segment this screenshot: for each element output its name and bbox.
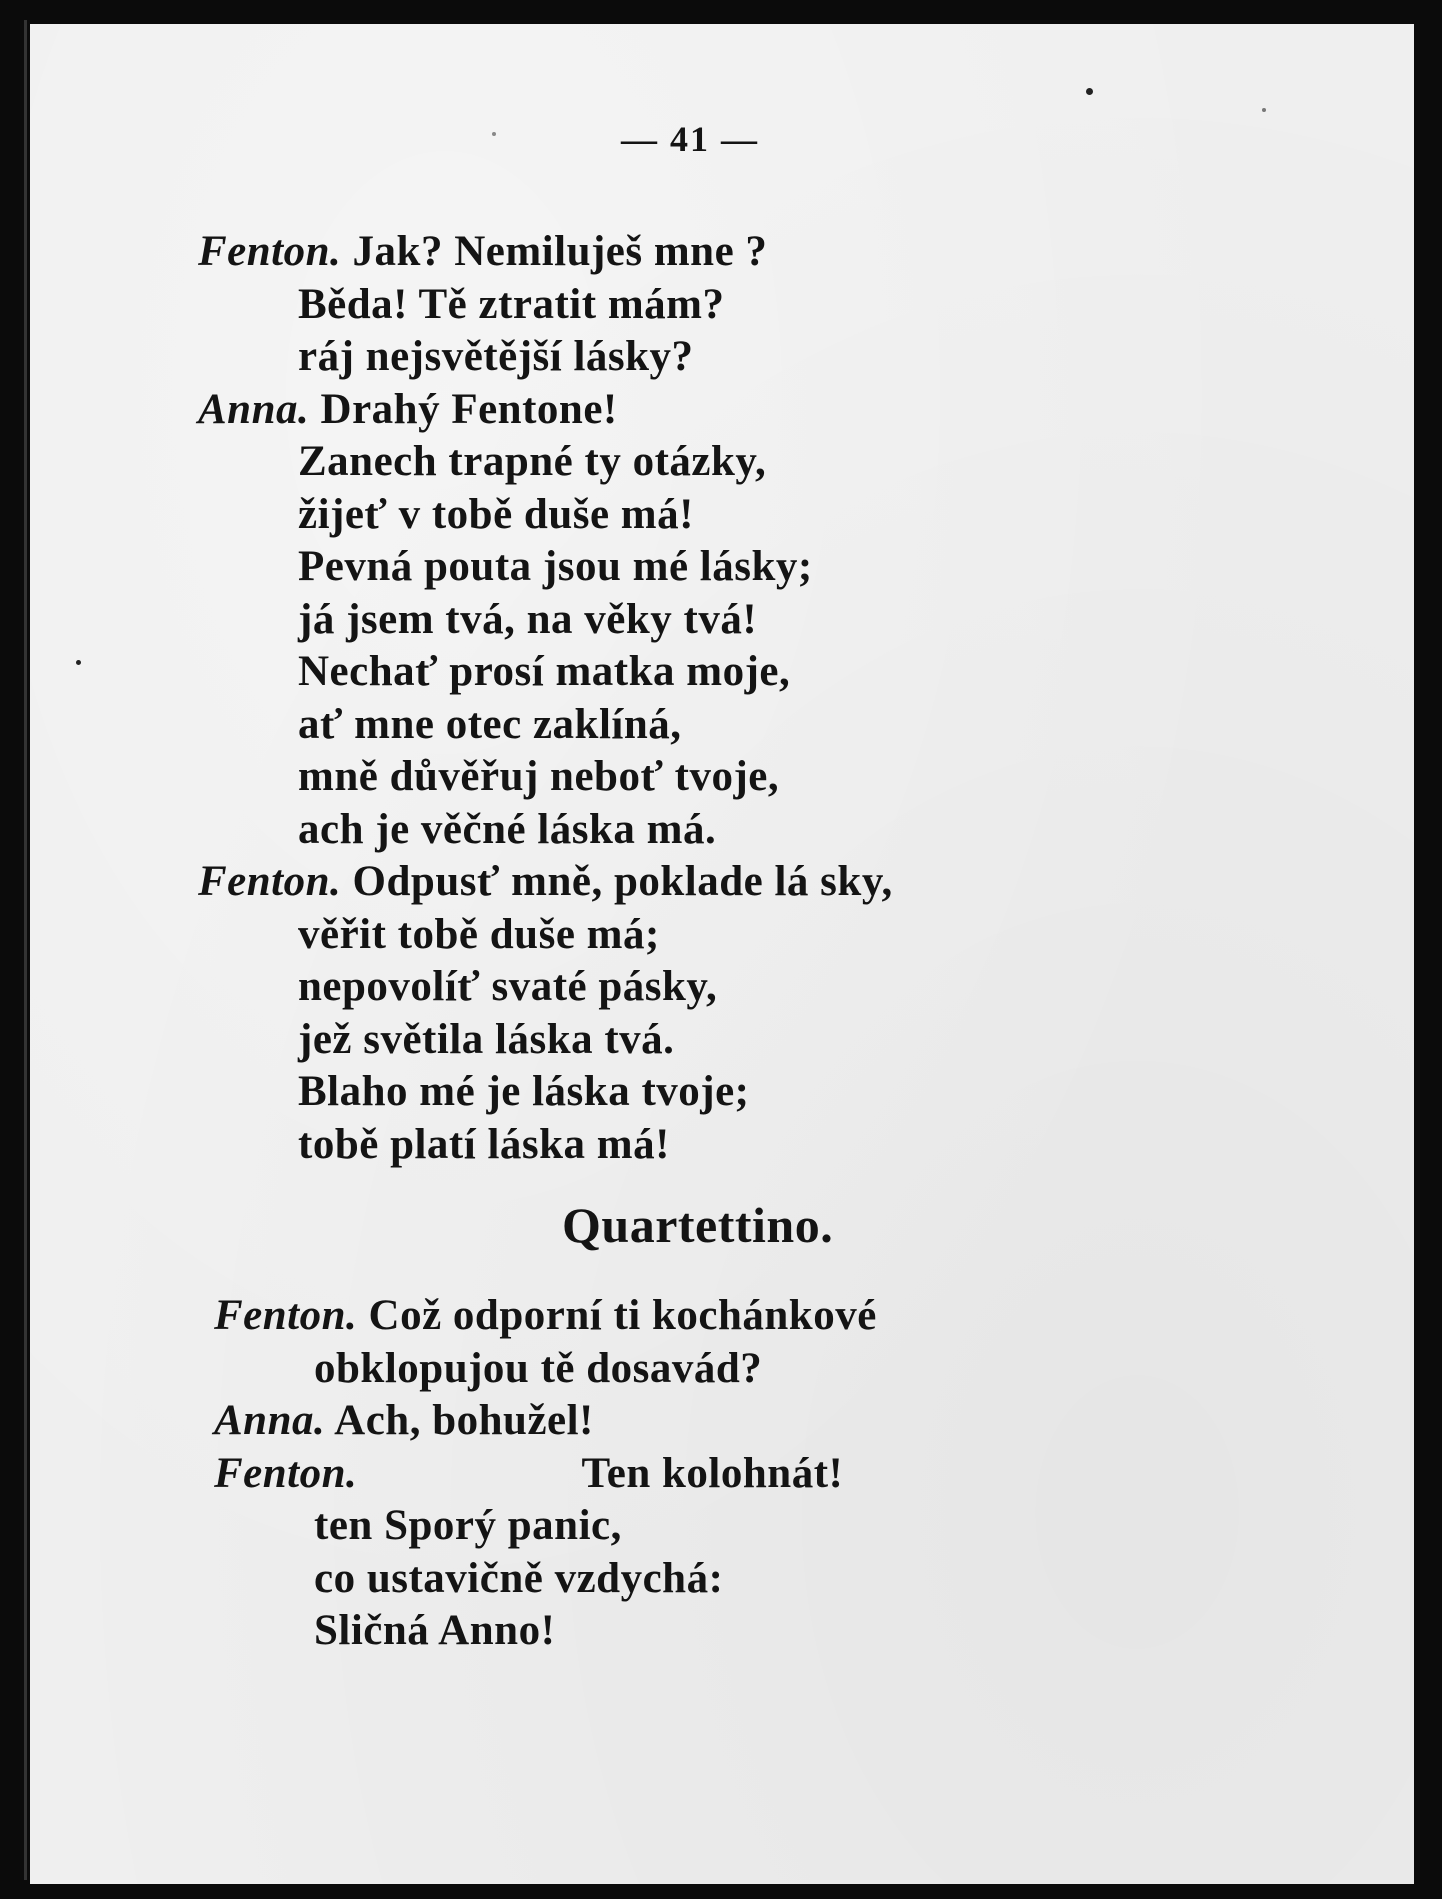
verse-text: Jak? Nemiluješ mne ?: [341, 228, 768, 275]
verse-line: [198, 1014, 893, 1067]
verse-line: [198, 331, 893, 384]
paper-speck: [492, 132, 496, 136]
speaker-name: Fenton.: [198, 858, 342, 905]
verse-text: žijeť v tobě duše má!: [298, 490, 694, 538]
verse-line: [214, 1290, 877, 1343]
verse-line: [198, 541, 893, 594]
verse-text: Nechať prosí matka moje,: [298, 648, 791, 695]
verse-text: věřit tobě duše má;: [298, 910, 660, 958]
verse-text: obklopujou tě dosavád?: [314, 1344, 763, 1392]
verse-text: Blaho mé je láska tvoje;: [298, 1068, 750, 1115]
verse-line: [214, 1553, 877, 1606]
verse-text: Pevná pouta jsou mé lásky;: [298, 543, 813, 590]
verse-line: [198, 804, 893, 857]
dialogue-section-1: [198, 226, 893, 1171]
verse-line: [198, 1119, 893, 1172]
verse-text: ach je věčné láska má.: [298, 805, 717, 853]
verse-text: tobě platí láska má!: [298, 1120, 670, 1168]
verse-line: [198, 226, 893, 279]
speaker-name: Anna.: [198, 385, 310, 433]
page-number: — 41 —: [621, 119, 759, 159]
dialogue-section-2: [214, 1290, 877, 1658]
verse-text: nepovolíť svaté pásky,: [298, 963, 718, 1010]
verse-text: Odpusť mně, poklade lá sky,: [341, 858, 893, 905]
verse-line: [198, 961, 893, 1014]
verse-text: Běda! Tě ztratit mám?: [298, 280, 725, 328]
verse-line: [198, 646, 893, 699]
verse-line: [198, 594, 893, 647]
speaker-name: Fenton.: [214, 1449, 358, 1497]
paper-speck: [1086, 88, 1093, 95]
section-heading: Quartettino.: [562, 1197, 834, 1253]
verse-line: [198, 279, 893, 332]
verse-line: [198, 1066, 893, 1119]
verse-line: [198, 909, 893, 962]
verse-text: já jsem tvá, na věky tvá!: [298, 595, 758, 643]
verse-text: ráj nejsvětější lásky?: [298, 333, 694, 380]
verse-line: [198, 856, 893, 909]
verse-text: Ach, bohužel!: [325, 1397, 594, 1444]
verse-line: [214, 1500, 877, 1553]
verse-text: Což odporní ti kochánkové: [357, 1292, 877, 1339]
verse-text: ať mne otec zaklíná,: [298, 700, 682, 748]
binding-line: [24, 20, 27, 1880]
verse-line: [214, 1343, 877, 1396]
verse-line: [214, 1395, 877, 1448]
verse-text: Zanech trapné ty otázky,: [298, 438, 767, 485]
left-binding-edge: [0, 0, 30, 1899]
verse-text: mně důvěřuj neboť tvoje,: [298, 753, 780, 800]
verse-text: ten Sporý panic,: [314, 1502, 622, 1549]
paper-speck: [76, 660, 81, 665]
verse-text: Drahý Fentone!: [309, 385, 618, 433]
speaker-name: Fenton.: [198, 228, 342, 275]
right-scan-edge: [1414, 0, 1442, 1899]
verse-line: [214, 1448, 877, 1501]
speaker-name: Anna.: [214, 1397, 326, 1444]
verse-text: Sličná Anno!: [314, 1607, 556, 1654]
verse-text: Ten kolohnát!: [357, 1449, 844, 1497]
paper-speck: [1262, 108, 1266, 112]
verse-line: [198, 489, 893, 542]
verse-line: [214, 1605, 877, 1658]
verse-line: [198, 384, 893, 437]
speaker-name: Fenton.: [214, 1292, 358, 1339]
verse-line: [198, 436, 893, 489]
verse-line: [198, 699, 893, 752]
verse-text: jež světila láska tvá.: [298, 1015, 675, 1063]
verse-line: [198, 751, 893, 804]
verse-text: co ustavičně vzdychá:: [314, 1554, 724, 1602]
